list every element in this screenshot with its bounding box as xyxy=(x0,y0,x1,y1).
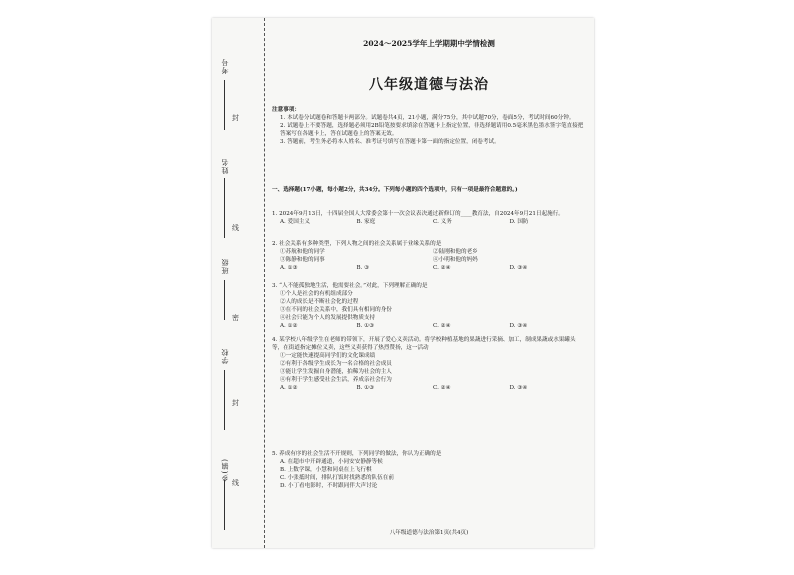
answer-row xyxy=(272,384,586,392)
question-stem: 2. 社会关系有多种类型，下列人物之间的社会关系属于业缘关系的是 xyxy=(272,241,442,247)
school-label: 学校 xyxy=(221,348,229,364)
statement: ①苏航和他的同学 xyxy=(280,249,325,255)
statement: ②陆刚和他的老乡 xyxy=(433,249,478,255)
notice-item: 2. 试题卷上不要答题，选择题必须用2B铅笔按要求填涂在答题卡上指定位置，非选择题请用0.5毫米黑色墨水签字笔直接把答案写在各题卡上，答在试题卷上的答案无效。 xyxy=(280,123,584,137)
statement: ④有利于学生感受社会生活，养成亲社会行为 xyxy=(280,377,392,383)
name-line xyxy=(224,178,225,238)
town-label: 乡(镇) xyxy=(221,458,229,482)
option: A. ①③ xyxy=(280,265,298,271)
option-row xyxy=(272,256,586,264)
seal-char: 封 xyxy=(232,399,239,407)
notice-item: 1. 本试卷分试题卷和答题卡两部分。试题卷共4页，21小题，满分75分，其中试题70分，卷面5分，考试时间60分钟。 xyxy=(280,115,575,121)
question-3 xyxy=(272,282,586,330)
option: A. ①② xyxy=(280,385,298,391)
option-row xyxy=(272,248,586,256)
name-label: 姓名 xyxy=(221,158,229,174)
class-label: 班级 xyxy=(221,258,229,274)
option: B. ①③ xyxy=(356,323,375,329)
statement: ①个人是社会的有机组成部分 xyxy=(280,291,353,297)
option: D. ③④ xyxy=(509,385,528,391)
option: D. ③④ xyxy=(509,323,528,329)
question-stem: 4. 某学校八年级学生在老师的带领下，开展了爱心义卖活动。将学校种植基地的果蔬进行采摘、加工，制成果蔬或水果罐头等，在街道指定摊位义卖，这些义卖获得了热烈赞扬，这一活动 xyxy=(272,337,576,351)
option: A. ①② xyxy=(280,323,298,329)
seal-char: 封 xyxy=(232,114,239,122)
option: C. ②④ xyxy=(433,323,451,329)
question-1 xyxy=(272,210,586,226)
option: B. ③ xyxy=(356,265,370,271)
option: A. 爱国主义 xyxy=(280,219,310,225)
class-line xyxy=(224,280,225,320)
option: C. ②④ xyxy=(433,385,451,391)
answer-row xyxy=(272,264,586,272)
statement: ②有利于各级学生成长为一名合格的社会成员 xyxy=(280,361,392,367)
exam-title: 2024～2025学年上学期期中学情检测 xyxy=(363,39,495,48)
notice-item: 3. 答题前，考生务必将本人姓名、准考证号填写在答题卡第一面的指定位置，闭卷考试。 xyxy=(280,139,500,145)
exam-paper xyxy=(212,18,594,548)
option: B. 家庭 xyxy=(356,219,376,225)
question-stem: 5. 养成有序的社会生活不开规则，下列同学的做法，你认为正确的是 xyxy=(272,451,442,457)
section-heading: 一、选择题(17小题，每小题2分，共34分。下列每小题的四个选项中，只有一项是最符合题意的。) xyxy=(272,187,518,193)
statement: ①一定能快速提高同学们的文化课成绩 xyxy=(280,353,376,359)
option: C. 义务 xyxy=(433,219,452,225)
question-2 xyxy=(272,240,586,272)
school-line xyxy=(224,370,225,430)
statement: ④小明和他的妈妈 xyxy=(433,257,478,263)
binding-margin xyxy=(212,18,265,548)
notice-section xyxy=(272,106,586,146)
option: D. ③④ xyxy=(509,265,528,271)
answer-row xyxy=(272,322,586,330)
exam-no-line xyxy=(224,80,225,130)
statement: ②人的成长是不断社会化的过程 xyxy=(280,299,359,305)
seal-char: 密 xyxy=(232,314,239,322)
statement: ③在不同的社会关系中，我们具有相同的身份 xyxy=(280,307,392,313)
statement: ③能让学生发掘自身潜能，拍稀为社会的主人 xyxy=(280,369,392,375)
question-4 xyxy=(272,336,586,392)
statement: ③陈静和他的同事 xyxy=(280,257,325,263)
subject-title: 八年级道德与法治 xyxy=(369,77,489,93)
option: D. 小丁看电影时，不时跟同伴大声讨论 xyxy=(280,483,378,489)
option: B. 上数学课，小慧和同桌在上飞行棋 xyxy=(280,467,372,473)
page-footer: 八年级道德与法治第1页(共4页) xyxy=(389,530,469,536)
question-stem: 3. “人不能孤独地生活，他需要社会。”对此，下列理解正确的是 xyxy=(272,283,428,289)
notice-heading: 注意事项： xyxy=(272,107,300,113)
option: A. 在超市中开辟通道，小同安安静静等候 xyxy=(280,459,383,465)
town-line xyxy=(224,480,225,530)
statement: ④社会只能为个人的发展提供物质支持 xyxy=(280,315,376,321)
seal-char: 线 xyxy=(232,479,239,487)
exam-no-label: 考号 xyxy=(221,58,229,74)
option: D. 国防 xyxy=(509,219,529,225)
question-5 xyxy=(272,450,586,490)
question-stem: 1. 2024年9月13日，十四届全国人大常委会第十一次会议表决通过新修订的____教育法，自2024年9月21日起施行。 xyxy=(272,211,564,217)
option: B. ①③ xyxy=(356,385,375,391)
seal-char: 线 xyxy=(232,224,239,232)
option: C. ②④ xyxy=(433,265,451,271)
option: C. 小张抵时间，排队打饭时找熟悉的队伍在前 xyxy=(280,475,394,481)
option-row xyxy=(272,218,586,226)
